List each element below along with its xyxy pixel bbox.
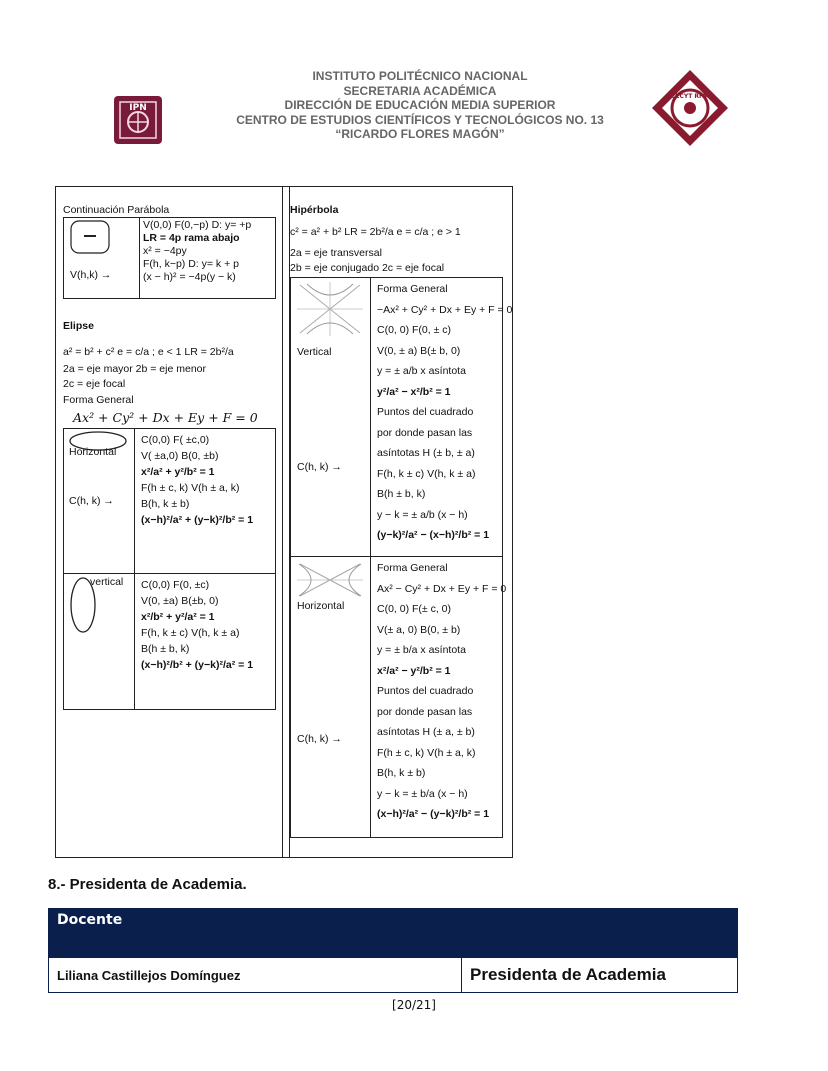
hiperbola-relation: c² = a² + b² LR = 2b²/a e = c/a ; e > 1: [290, 226, 461, 238]
formula-line: B(h ± b, k): [141, 643, 190, 655]
section-title: 8.- Presidenta de Academia.: [48, 876, 247, 893]
formula-line: F(h ± c, k) V(h ± a, k): [141, 482, 240, 494]
formula-line: F(h ± c, k) V(h ± a, k): [377, 746, 476, 759]
vertical-hyperbola-icon: [295, 280, 365, 338]
parabola-formulas: [143, 219, 251, 284]
header-line: SECRETARIA ACADÉMICA: [343, 83, 497, 98]
formula-line: C(0, 0) F(0, ± c): [377, 324, 452, 336]
formula-line: (x−h)²/a² − (y−k)²/b² = 1: [377, 808, 490, 820]
hiperbola-title: Hipérbola: [290, 204, 339, 216]
formula-line: Forma General: [377, 283, 448, 295]
formula-line: V(0, ±a) B(±b, 0): [141, 595, 219, 607]
formula-line: −Ax² + Cy² + Dx + Ey + F = 0: [377, 303, 513, 316]
elipse-axes: 2a = eje mayor 2b = eje menor: [63, 363, 207, 375]
header-empty: [462, 909, 738, 958]
table-divider: [63, 573, 276, 574]
formula-line: (x−h)²/b² + (y−k)²/a² = 1: [141, 659, 254, 671]
svg-text:CECYT RFM: CECYT RFM: [670, 93, 710, 100]
formula-line: (y−k)²/a² − (x−h)²/b² = 1: [377, 529, 490, 541]
formula-line: LR = 4p rama abajo: [143, 232, 240, 244]
hiperbola-transversal: 2a = eje transversal: [290, 247, 382, 259]
hiperbola-horizontal-label: Horizontal: [297, 600, 345, 612]
header-line: DIRECCIÓN DE EDUCACIÓN MEDIA SUPERIOR: [284, 98, 556, 113]
formula-line: V( ±a,0) B(0, ±b): [141, 450, 219, 462]
formula-line: y²/a² − x²/b² = 1: [377, 385, 451, 398]
elipse-relation: a² = b² + c² e = c/a ; e < 1 LR = 2b²/a: [63, 346, 234, 358]
formula-line: V(± a, 0) B(0, ± b): [377, 623, 461, 636]
hiperbola-horizontal-formulas: [377, 558, 506, 825]
formula-line: C(0, 0) F(± c, 0): [377, 603, 452, 615]
header-line: INSTITUTO POLITÉCNICO NACIONAL: [312, 69, 528, 83]
hiperbola-vertical-formulas: [377, 279, 512, 546]
parabola-title: Continuación Parábola: [63, 204, 170, 216]
elipse-focal: 2c = eje focal: [63, 378, 126, 390]
ipn-logo: [110, 90, 166, 148]
formula-line: B(h, k ± b): [141, 498, 190, 510]
parabola-vertex-label: V(h,k) →: [70, 269, 112, 281]
teacher-name: Liliana Castillejos Domínguez: [49, 958, 462, 993]
formula-line: (x−h)²/a² + (y−k)²/b² = 1: [141, 514, 254, 526]
formula-line: F(h, k ± c) V(h, k ± a): [141, 627, 240, 639]
formula-line: por donde pasan las: [377, 705, 473, 718]
hiperbola-horizontal-center: C(h, k) →: [297, 733, 342, 745]
signature-table-row: [49, 958, 738, 993]
formula-line: V(0,0) F(0,−p) D: y= +p: [143, 219, 252, 231]
formula-line: B(h ± b, k): [377, 488, 426, 500]
header-line: “RICARDO FLORES MAGÓN”: [335, 127, 505, 142]
formula-line: x²/b² + y²/a² = 1: [141, 611, 215, 623]
svg-text:IPN: IPN: [129, 103, 147, 113]
formula-line: x²/a² + y²/b² = 1: [141, 466, 215, 478]
formula-line: y = ± a/b x asíntota: [377, 365, 466, 377]
formula-line: asíntotas H (± b, ± a): [377, 447, 475, 459]
formula-line: asíntotas H (± a, ± b): [377, 726, 475, 738]
teacher-role: Presidenta de Academia: [462, 958, 738, 993]
hiperbola-vertical-label: Vertical: [297, 346, 332, 358]
elipse-horizontal-formulas: [141, 432, 253, 528]
signature-table-header: [49, 909, 738, 958]
header-line: CENTRO DE ESTUDIOS CIENTÍFICOS Y TECNOLÓGICOS NO. 13: [236, 112, 604, 127]
formula-line: Ax² − Cy² + Dx + Ey + F = 0: [377, 582, 507, 595]
page-number: [20/21]: [392, 998, 436, 1012]
institution-header: [190, 69, 650, 142]
formula-line: Puntos del cuadrado: [377, 685, 474, 697]
table-divider: [134, 428, 135, 710]
elipse-horizontal-label: Horizontal: [69, 446, 117, 458]
formula-line: y − k = ± b/a (x − h): [377, 787, 468, 800]
cecyt-logo: [650, 68, 730, 148]
elipse-horizontal-center: C(h, k) →: [69, 495, 114, 507]
elipse-general-equation: Ax² + Cy² + Dx + Ey + F = 0: [73, 410, 258, 425]
formula-line: y − k = ± a/b (x − h): [377, 508, 468, 521]
formula-line: x² = −4py: [143, 245, 187, 257]
elipse-vertical-label: vertical: [90, 576, 124, 588]
formula-line: B(h, k ± b): [377, 767, 426, 779]
table-divider: [370, 277, 371, 838]
hiperbola-conjugado: 2b = eje conjugado 2c = eje focal: [290, 262, 445, 274]
formula-line: C(0,0) F( ±c,0): [141, 434, 210, 446]
formula-line: (x − h)² = −4p(y − k): [143, 271, 236, 283]
parabola-down-icon: [70, 220, 110, 254]
formula-line: F(h, k−p) D: y= k + p: [143, 258, 239, 270]
hiperbola-vertical-center: C(h, k) →: [297, 461, 342, 473]
formula-line: F(h, k ± c) V(h, k ± a): [377, 467, 476, 480]
formula-line: C(0,0) F(0, ±c): [141, 579, 210, 591]
elipse-title: Elipse: [63, 320, 94, 332]
table-divider: [290, 556, 503, 557]
formula-line: y = ± b/a x asíntota: [377, 644, 466, 656]
formula-line: Forma General: [377, 562, 448, 574]
horizontal-hyperbola-icon: [295, 560, 365, 600]
formula-line: V(0, ± a) B(± b, 0): [377, 344, 461, 357]
sheet-column-divider: [282, 186, 283, 858]
formula-line: por donde pasan las: [377, 426, 473, 439]
header-docente: Docente: [49, 909, 462, 958]
signature-table: [48, 908, 738, 993]
elipse-general-label: Forma General: [63, 394, 134, 406]
formula-line: Puntos del cuadrado: [377, 406, 474, 418]
formula-line: x²/a² − y²/b² = 1: [377, 664, 451, 677]
table-divider: [139, 217, 140, 299]
elipse-vertical-formulas: [141, 577, 253, 673]
